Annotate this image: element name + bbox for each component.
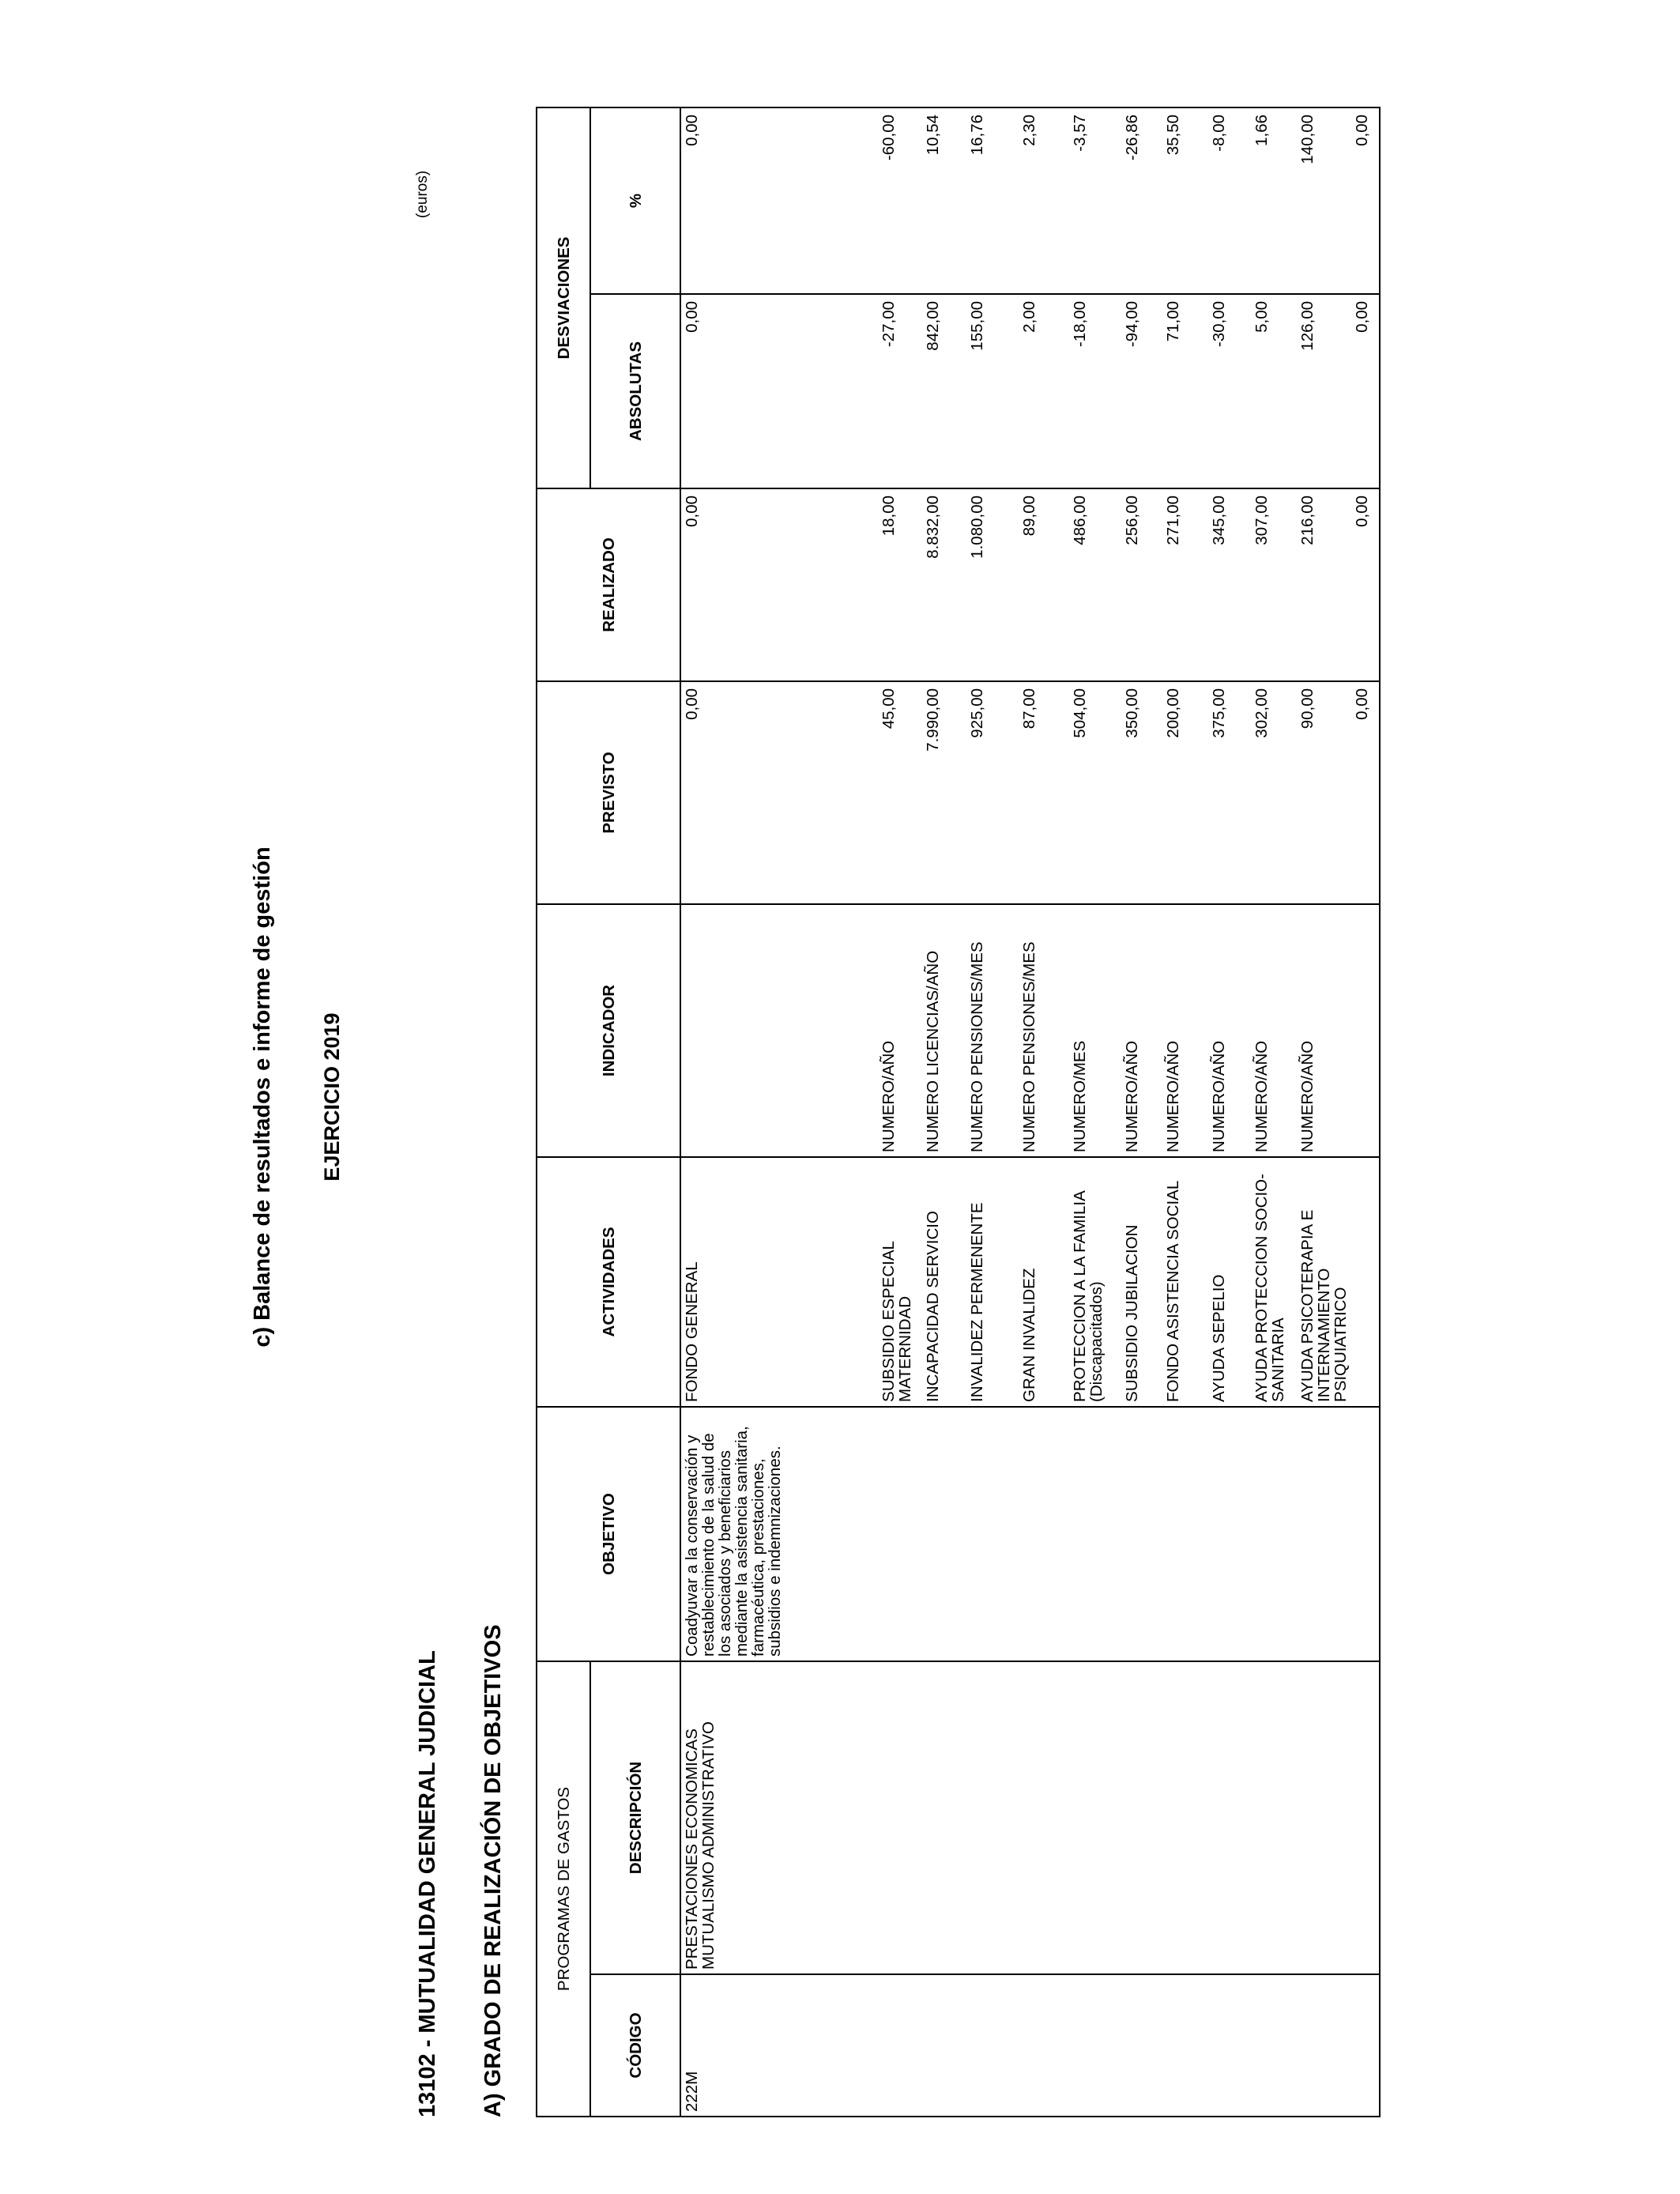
activity-cell: AYUDA PSICOTERAPIA E INTERNAMIENTO PSIQUIATRICO: [1297, 1157, 1351, 1407]
indicator-cell: NUMERO/AÑO: [1162, 904, 1208, 1157]
absolutas-header: ABSOLUTAS: [590, 294, 680, 488]
realizado-cell: 271,00: [1162, 488, 1208, 681]
objetivo-header: OBJETIVO: [537, 1407, 680, 1661]
desviaciones-group-header: DESVIACIONES: [537, 107, 590, 488]
realizado-cell: 8.832,00: [922, 488, 966, 681]
descripcion-header: DESCRIPCIÓN: [590, 1661, 680, 1974]
activity-cell: SUBSIDIO ESPECIAL MATERNIDAD: [878, 1157, 922, 1407]
previsto-cell: 350,00: [1121, 681, 1162, 904]
porcentaje-cell: -8,00: [1208, 107, 1251, 294]
activity-cell: INVALIDEZ PERMENENTE: [966, 1157, 1019, 1407]
table-body: [680, 107, 1380, 2117]
absolutas-cell: 2,00: [1019, 294, 1069, 488]
activity-cell: GRAN INVALIDEZ: [1019, 1157, 1069, 1407]
porcentaje-cell: -3,57: [1069, 107, 1121, 294]
realizado-cell: 486,00: [1069, 488, 1121, 681]
program-code: 222M: [680, 1974, 1380, 2117]
indicator-cell: NUMERO/AÑO: [1121, 904, 1162, 1157]
activity-cell: FONDO ASISTENCIA SOCIAL: [1162, 1157, 1208, 1407]
porcentaje-cell: 0,00: [680, 107, 878, 294]
realizado-header: REALIZADO: [537, 488, 680, 681]
absolutas-cell: 842,00: [922, 294, 966, 488]
previsto-cell: 200,00: [1162, 681, 1208, 904]
indicator-cell: NUMERO/AÑO: [878, 904, 922, 1157]
activity-cell: FONDO GENERAL: [680, 1157, 878, 1407]
absolutas-cell: -30,00: [1208, 294, 1251, 488]
realizado-cell: 307,00: [1251, 488, 1297, 681]
realizado-cell: 0,00: [1351, 488, 1380, 681]
indicador-header: INDICADOR: [537, 904, 680, 1157]
indicator-cell: NUMERO/MES: [1069, 904, 1121, 1157]
porcentaje-cell: 2,30: [1019, 107, 1069, 294]
porcentaje-header: %: [590, 107, 680, 294]
realizado-cell: 1.080,00: [966, 488, 1019, 681]
indicator-cell: NUMERO/AÑO: [1208, 904, 1251, 1157]
realizado-cell: 256,00: [1121, 488, 1162, 681]
porcentaje-cell: -26,86: [1121, 107, 1162, 294]
activity-cell: AYUDA PROTECCION SOCIO-SANITARIA: [1251, 1157, 1297, 1407]
realizado-cell: 18,00: [878, 488, 922, 681]
exercise-label: EJERCICIO 2019: [320, 1012, 344, 1182]
previsto-cell: 0,00: [1351, 681, 1380, 904]
program-objective: Coadyuvar a la conservación y restablecimiento de la salud de los asociados y beneficiarios mediante la asistencia sanitaria, farmacéutica, prestaciones, subsidios e indemnizaciones.: [680, 1407, 1380, 1661]
activity-cell: AYUDA SEPELIO: [1208, 1157, 1251, 1407]
absolutas-cell: 0,00: [1351, 294, 1380, 488]
indicator-cell: [680, 904, 878, 1157]
organization-title: 13102 - MUTUALIDAD GENERAL JUDICIAL: [415, 1650, 440, 2117]
indicator-cell: NUMERO PENSIONES/MES: [966, 904, 1019, 1157]
activity-cell: SUBSIDIO JUBILACION: [1121, 1157, 1162, 1407]
activity-cell: INCAPACIDAD SERVICIO: [922, 1157, 966, 1407]
previsto-cell: 87,00: [1019, 681, 1069, 904]
absolutas-cell: 0,00: [680, 294, 878, 488]
programas-group-header: PROGRAMAS DE GASTOS: [537, 1661, 590, 2117]
previsto-cell: 0,00: [680, 681, 878, 904]
realizado-cell: 216,00: [1297, 488, 1351, 681]
absolutas-cell: -27,00: [878, 294, 922, 488]
porcentaje-cell: 10,54: [922, 107, 966, 294]
previsto-header: PREVISTO: [537, 681, 680, 904]
section-title: A) GRADO DE REALIZACIÓN DE OBJETIVOS: [480, 1624, 506, 2117]
activity-cell: PROTECCION A LA FAMILIA (Discapacitados): [1069, 1157, 1121, 1407]
previsto-cell: 45,00: [878, 681, 922, 904]
absolutas-cell: -94,00: [1121, 294, 1162, 488]
indicator-cell: NUMERO PENSIONES/MES: [1019, 904, 1069, 1157]
porcentaje-cell: -60,00: [878, 107, 922, 294]
table-row: [680, 107, 878, 2117]
indicator-cell: [1351, 904, 1380, 1157]
previsto-cell: 375,00: [1208, 681, 1251, 904]
previsto-cell: 302,00: [1251, 681, 1297, 904]
previsto-cell: 925,00: [966, 681, 1019, 904]
realizado-cell: 345,00: [1208, 488, 1251, 681]
realizado-cell: 89,00: [1019, 488, 1069, 681]
previsto-cell: 7.990,00: [922, 681, 966, 904]
absolutas-cell: 126,00: [1297, 294, 1351, 488]
program-description: PRESTACIONES ECONOMICAS MUTUALISMO ADMINISTRATIVO: [680, 1661, 1380, 1974]
absolutas-cell: 5,00: [1251, 294, 1297, 488]
activity-cell: [1351, 1157, 1380, 1407]
objectives-table: [536, 107, 1381, 2117]
porcentaje-cell: 1,66: [1251, 107, 1297, 294]
currency-note: (euros): [414, 170, 431, 218]
indicator-cell: NUMERO/AÑO: [1251, 904, 1297, 1157]
absolutas-cell: -18,00: [1069, 294, 1121, 488]
absolutas-cell: 155,00: [966, 294, 1019, 488]
porcentaje-cell: 16,76: [966, 107, 1019, 294]
absolutas-cell: 71,00: [1162, 294, 1208, 488]
previsto-cell: 90,00: [1297, 681, 1351, 904]
porcentaje-cell: 140,00: [1297, 107, 1351, 294]
indicator-cell: NUMERO LICENCIAS/AÑO: [922, 904, 966, 1157]
porcentaje-cell: 0,00: [1351, 107, 1380, 294]
previsto-cell: 504,00: [1069, 681, 1121, 904]
porcentaje-cell: 35,50: [1162, 107, 1208, 294]
codigo-header: CÓDIGO: [590, 1974, 680, 2117]
report-title: c) Balance de resultados e informe de gestión: [250, 846, 275, 1348]
realizado-cell: 0,00: [680, 488, 878, 681]
indicator-cell: NUMERO/AÑO: [1297, 904, 1351, 1157]
actividades-header: ACTIVIDADES: [537, 1157, 680, 1407]
